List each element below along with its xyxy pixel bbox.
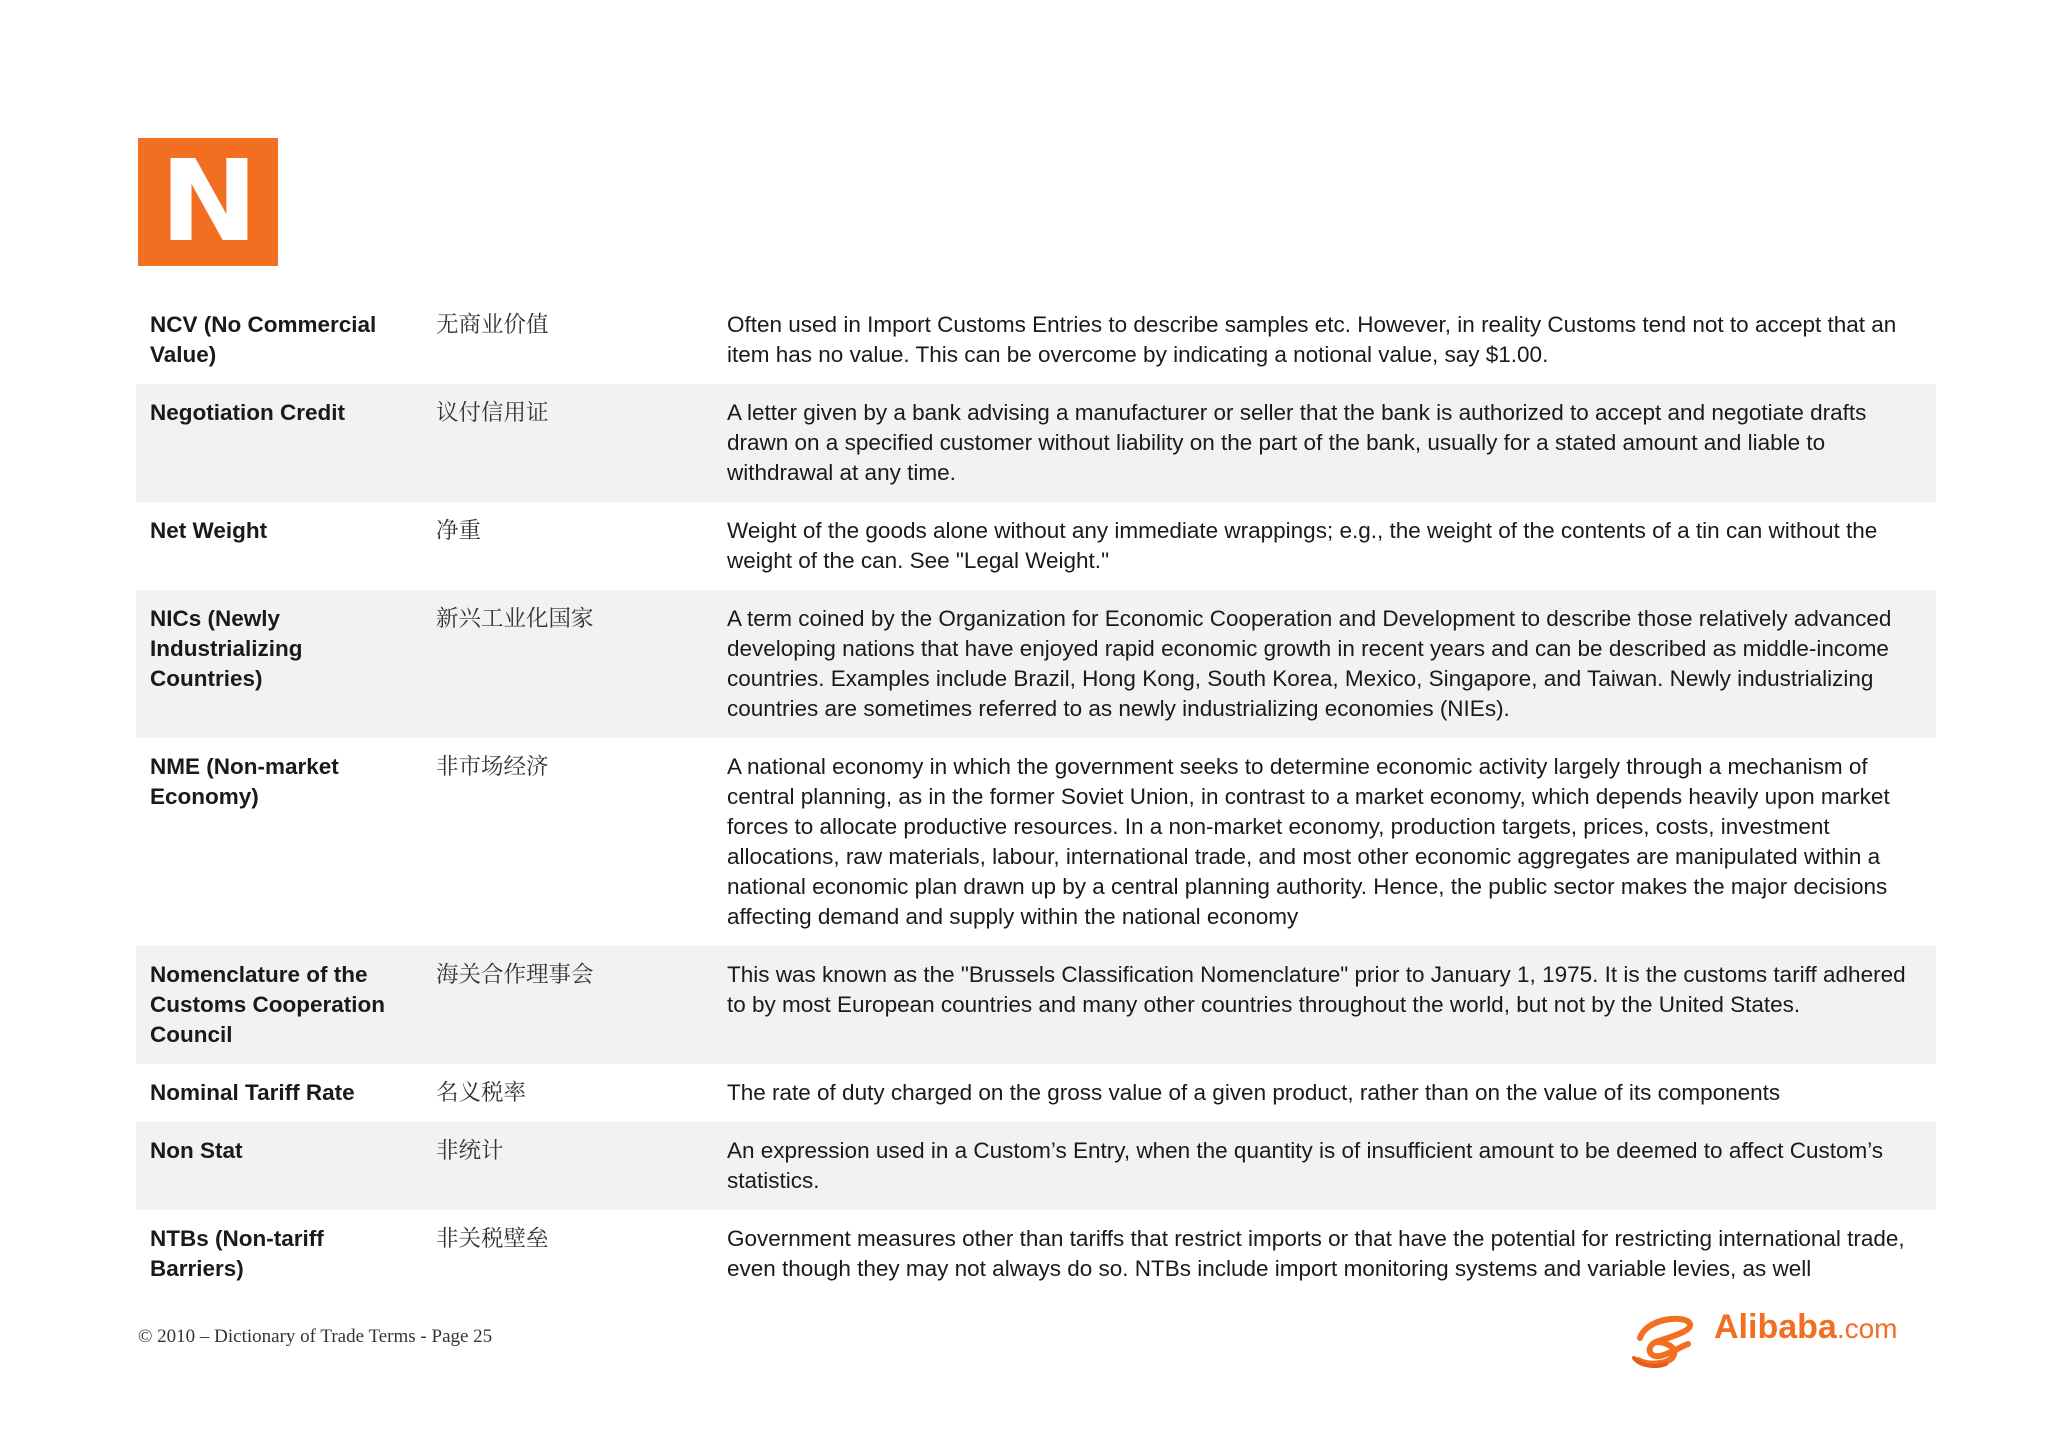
term-chinese: 非统计 [436, 1138, 504, 1164]
term-chinese: 新兴工业化国家 [436, 606, 594, 632]
table-row [136, 946, 1936, 1064]
terms-table [136, 296, 1936, 1298]
table-row [136, 502, 1936, 590]
term-chinese: 名义税率 [436, 1080, 527, 1106]
term-name: Nominal Tariff Rate [150, 1080, 355, 1105]
term-name: Negotiation Credit [150, 400, 345, 425]
table-row [136, 384, 1936, 502]
alibaba-logo [1626, 1308, 1926, 1368]
alibaba-wordmark: Alibaba [1714, 1308, 1837, 1346]
term-definition: Weight of the goods alone without any immediate wrappings; e.g., the weight of the contents of a tin can without the weight of the can. See "Legal Weight." [727, 518, 1878, 573]
term-name: NTBs (Non-tariff Barriers) [150, 1226, 324, 1281]
term-definition: Government measures other than tariffs that restrict imports or that have the potential for restricting international trade, even though they may not always do so. NTBs include import monitoring systems and variable levies, as well [727, 1226, 1905, 1281]
table-row [136, 1064, 1936, 1122]
svg-text:Alibaba.com [1714, 1308, 1898, 1346]
alibaba-suffix: .com [1836, 1313, 1898, 1344]
term-name: NICs (Newly Industrializing Countries) [150, 606, 303, 691]
term-definition: Often used in Import Customs Entries to describe samples etc. However, in reality Customs tend not to accept that an item has no value. This can be overcome by indicating a notional value, say $1.00. [727, 312, 1897, 367]
term-chinese: 非关税壁垒 [436, 1226, 549, 1252]
term-definition: An expression used in a Custom’s Entry, when the quantity is of insufficient amount to be deemed to affect Custom’s statistics. [727, 1138, 1884, 1193]
table-row [136, 590, 1936, 738]
table-row [136, 1210, 1936, 1298]
term-name: Nomenclature of the Customs Cooperation Council [150, 962, 386, 1047]
term-chinese: 净重 [436, 518, 482, 544]
term-name: Net Weight [150, 518, 268, 543]
term-definition: A national economy in which the government seeks to determine economic activity largely through a mechanism of central planning, as in the former Soviet Union, in contrast to a market economy, which depends heavily upon market forces to allocate productive resources. In a non-market economy, production targets, prices, costs, investment allocations, raw materials, labour, international trade, and most other economic aggregates are manipulated within a national economic plan drawn up by a central planning authority. Hence, the public sector makes the major decisions affecting demand and supply within the national economy [727, 754, 1890, 929]
section-letter-badge [138, 138, 278, 266]
page-footer: © 2010 – Dictionary of Trade Terms - Page 25 [138, 1326, 493, 1347]
term-definition: A term coined by the Organization for Economic Cooperation and Development to describe those relatively advanced developing nations that have enjoyed rapid economic growth in recent years and can be described as middle-income countries. Examples include Brazil, Hong Kong, South Korea, Mexico, Singapore, and Taiwan. Newly industrializing countries are sometimes referred to as newly industrializing economies (NIEs). [727, 606, 1892, 721]
term-definition: This was known as the "Brussels Classification Nomenclature" prior to January 1, 1975. It is the customs tariff adhered to by most European countries and many other countries throughout the world, but not by the United States. [727, 962, 1906, 1017]
table-row [136, 1122, 1936, 1210]
term-chinese: 非市场经济 [436, 754, 549, 780]
table-row [136, 296, 1936, 384]
term-definition: A letter given by a bank advising a manufacturer or seller that the bank is authorized to accept and negotiate drafts drawn on a specified customer without liability on the part of the bank, usually for a stated amount and liable to withdrawal at any time. [727, 400, 1867, 485]
alibaba-swoosh-icon [1638, 1319, 1690, 1364]
term-name: NME (Non-market Economy) [150, 754, 339, 809]
term-chinese: 无商业价值 [436, 312, 549, 338]
term-name: Non Stat [150, 1138, 243, 1163]
term-chinese: 议付信用证 [436, 400, 549, 426]
term-name: NCV (No Commercial Value) [150, 312, 377, 367]
term-definition: The rate of duty charged on the gross value of a given product, rather than on the value of its components [727, 1080, 1781, 1105]
section-letter: N [159, 137, 257, 267]
table-row [136, 738, 1936, 946]
term-chinese: 海关合作理事会 [436, 962, 594, 988]
